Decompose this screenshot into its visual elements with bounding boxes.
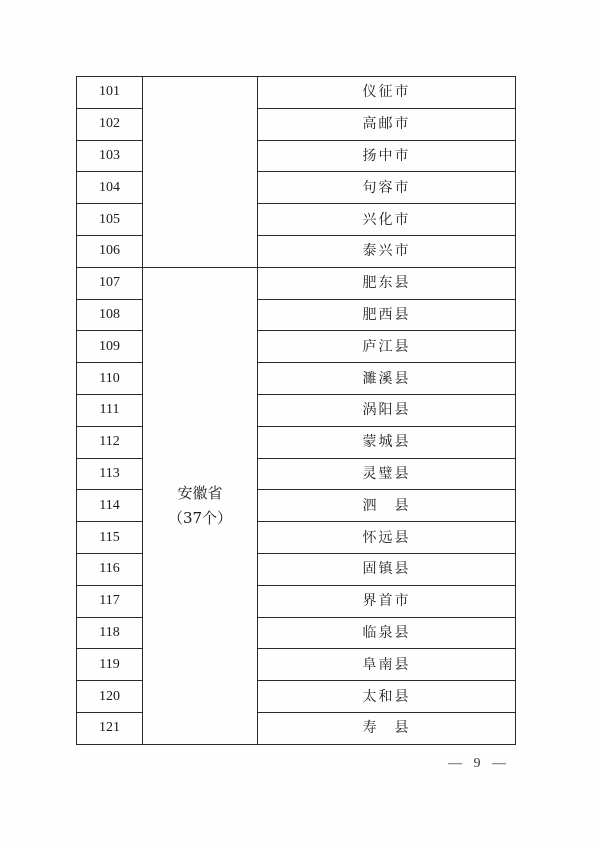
county-name: 句容市	[258, 172, 516, 204]
row-number: 118	[77, 617, 143, 649]
county-name: 泗 县	[258, 490, 516, 522]
province-count: （37个）	[167, 508, 233, 527]
county-name: 怀远县	[258, 522, 516, 554]
table-row	[77, 553, 516, 585]
row-number: 107	[77, 267, 143, 299]
province-cell	[143, 77, 258, 268]
county-name: 灵璧县	[258, 458, 516, 490]
page-number: — 9 —	[448, 756, 510, 771]
county-name: 濉溪县	[258, 363, 516, 395]
row-number: 104	[77, 172, 143, 204]
county-name: 寿 县	[258, 712, 516, 744]
province-cell	[143, 267, 258, 744]
row-number: 116	[77, 553, 143, 585]
row-number: 112	[77, 426, 143, 458]
table-row	[77, 394, 516, 426]
row-number: 110	[77, 363, 143, 395]
table-row	[77, 649, 516, 681]
county-name: 临泉县	[258, 617, 516, 649]
county-name: 仪征市	[258, 77, 516, 109]
county-list-body	[77, 77, 516, 745]
table-row	[77, 458, 516, 490]
table-row	[77, 299, 516, 331]
row-number: 113	[77, 458, 143, 490]
row-number: 109	[77, 331, 143, 363]
row-number: 114	[77, 490, 143, 522]
row-number: 108	[77, 299, 143, 331]
table-row	[77, 363, 516, 395]
row-number: 111	[77, 394, 143, 426]
table-row	[77, 681, 516, 713]
county-name: 高邮市	[258, 108, 516, 140]
province-name: 安徽省	[177, 483, 223, 502]
county-name: 肥东县	[258, 267, 516, 299]
county-list-table	[76, 76, 516, 745]
table-row	[77, 522, 516, 554]
row-number: 117	[77, 585, 143, 617]
table-row	[77, 712, 516, 744]
row-number: 105	[77, 204, 143, 236]
county-name: 兴化市	[258, 204, 516, 236]
table-row	[77, 140, 516, 172]
row-number: 102	[77, 108, 143, 140]
row-number: 119	[77, 649, 143, 681]
table-row	[77, 426, 516, 458]
county-name: 庐江县	[258, 331, 516, 363]
table-row	[77, 77, 516, 109]
row-number: 121	[77, 712, 143, 744]
row-number: 120	[77, 681, 143, 713]
county-name: 蒙城县	[258, 426, 516, 458]
table-row	[77, 331, 516, 363]
table-row	[77, 267, 516, 299]
row-number: 115	[77, 522, 143, 554]
row-number: 103	[77, 140, 143, 172]
county-name: 泰兴市	[258, 235, 516, 267]
county-name: 太和县	[258, 681, 516, 713]
table-row	[77, 617, 516, 649]
row-number: 101	[77, 77, 143, 109]
table-row	[77, 490, 516, 522]
county-name: 固镇县	[258, 553, 516, 585]
county-name: 涡阳县	[258, 394, 516, 426]
county-name: 扬中市	[258, 140, 516, 172]
county-name: 界首市	[258, 585, 516, 617]
county-name: 肥西县	[258, 299, 516, 331]
table-row	[77, 204, 516, 236]
row-number: 106	[77, 235, 143, 267]
table-row	[77, 235, 516, 267]
table-row	[77, 172, 516, 204]
table-row	[77, 585, 516, 617]
county-name: 阜南县	[258, 649, 516, 681]
table-row	[77, 108, 516, 140]
